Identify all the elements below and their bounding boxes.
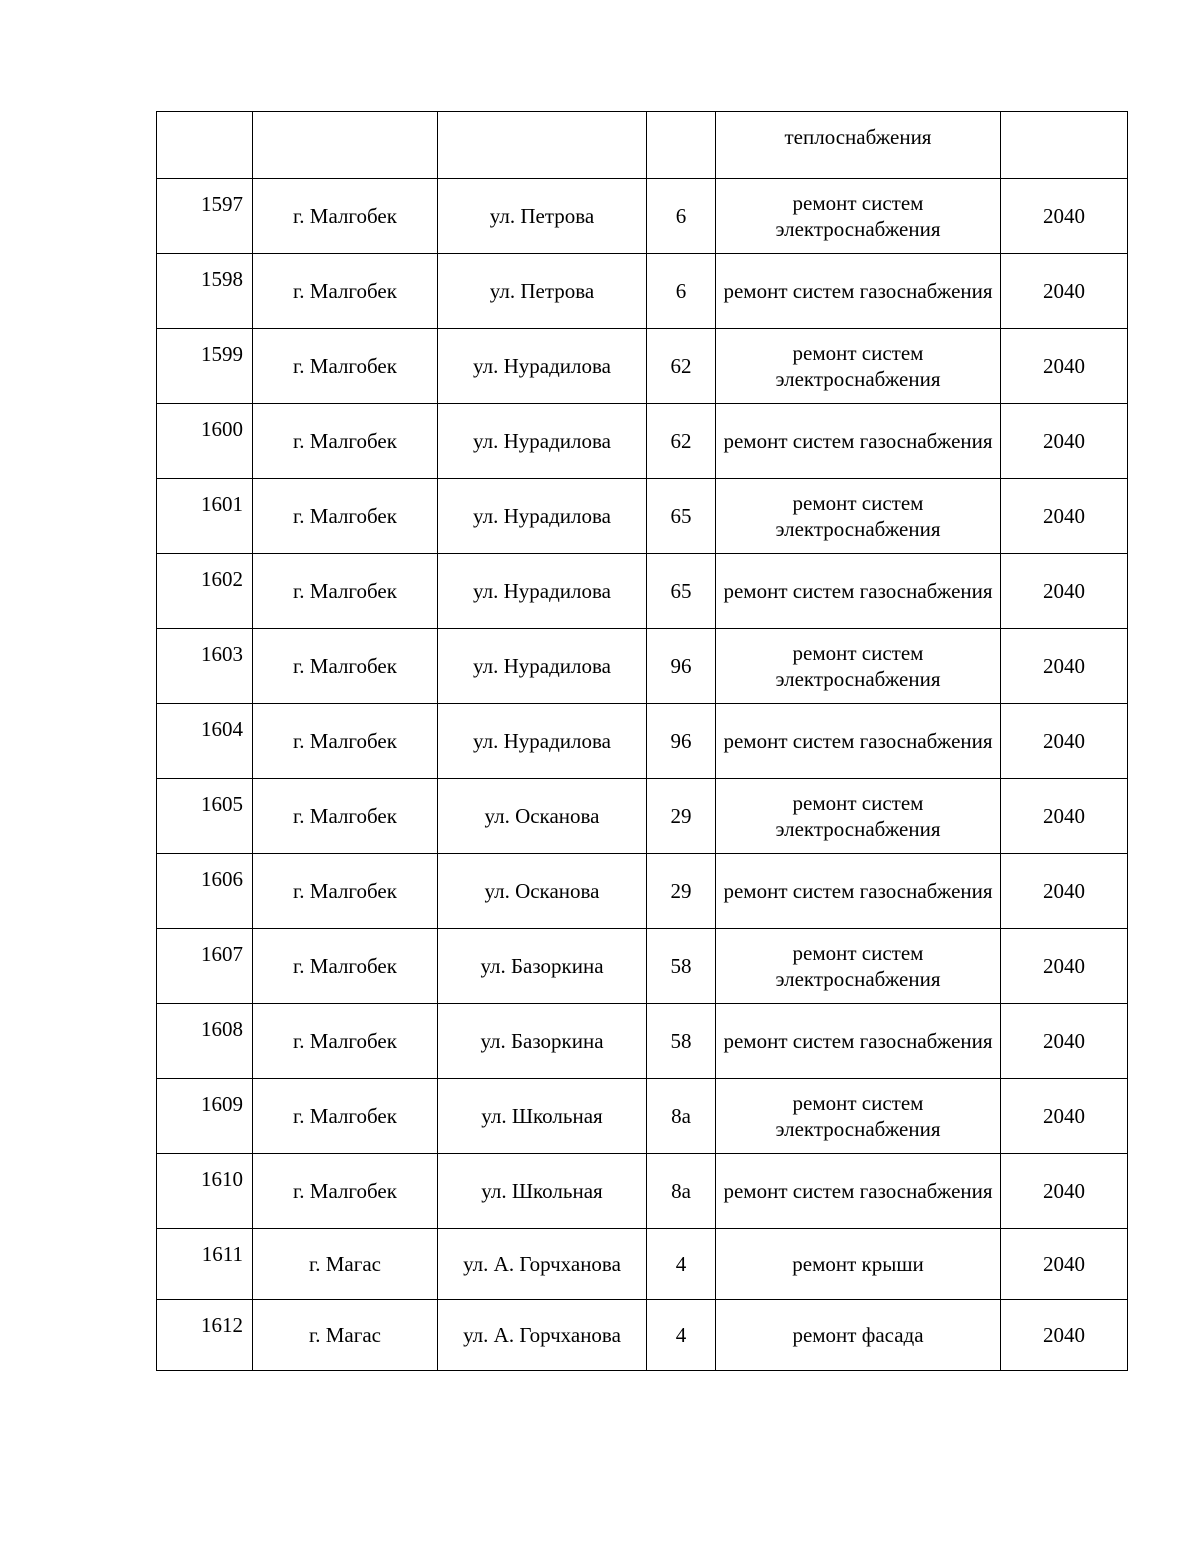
- cell-num: 1601: [157, 479, 253, 554]
- cell-house: 96: [647, 704, 716, 779]
- cell-work: ремонт систем газоснабжения: [716, 854, 1001, 929]
- cell-house: 8а: [647, 1079, 716, 1154]
- cell-street: ул. Нурадилова: [438, 629, 647, 704]
- cell-house: 6: [647, 254, 716, 329]
- cell-work: ремонт систем электроснабжения: [716, 1079, 1001, 1154]
- cell-num: [157, 112, 253, 179]
- cell-year: 2040: [1001, 1004, 1128, 1079]
- cell-num: 1598: [157, 254, 253, 329]
- table-row: [157, 854, 1128, 929]
- cell-city: г. Малгобек: [253, 554, 438, 629]
- cell-work: ремонт систем газоснабжения: [716, 404, 1001, 479]
- cell-year: 2040: [1001, 554, 1128, 629]
- works-table: [156, 111, 1128, 1371]
- cell-house: 96: [647, 629, 716, 704]
- cell-work: ремонт систем электроснабжения: [716, 179, 1001, 254]
- cell-year: 2040: [1001, 1300, 1128, 1371]
- cell-work: ремонт систем газоснабжения: [716, 1154, 1001, 1229]
- cell-house: 58: [647, 1004, 716, 1079]
- cell-num: 1611: [157, 1229, 253, 1300]
- cell-num: 1603: [157, 629, 253, 704]
- cell-year: 2040: [1001, 854, 1128, 929]
- cell-city: г. Малгобек: [253, 329, 438, 404]
- cell-city: г. Малгобек: [253, 479, 438, 554]
- cell-city: г. Малгобек: [253, 1079, 438, 1154]
- cell-street: ул. Школьная: [438, 1079, 647, 1154]
- cell-house: 6: [647, 179, 716, 254]
- cell-work: ремонт систем электроснабжения: [716, 479, 1001, 554]
- cell-city: г. Малгобек: [253, 704, 438, 779]
- table-row-continuation: [157, 112, 1128, 179]
- cell-street: ул. Базоркина: [438, 1004, 647, 1079]
- table-row: [157, 1079, 1128, 1154]
- cell-city: г. Малгобек: [253, 179, 438, 254]
- table-body: [157, 112, 1128, 1371]
- cell-city: г. Малгобек: [253, 404, 438, 479]
- cell-year: 2040: [1001, 254, 1128, 329]
- cell-num: 1606: [157, 854, 253, 929]
- cell-year: 2040: [1001, 929, 1128, 1004]
- cell-work: теплоснабжения: [716, 112, 1001, 179]
- cell-year: 2040: [1001, 179, 1128, 254]
- cell-street: ул. Школьная: [438, 1154, 647, 1229]
- cell-num: 1610: [157, 1154, 253, 1229]
- table-row: [157, 779, 1128, 854]
- cell-street: ул. Нурадилова: [438, 404, 647, 479]
- cell-num: 1607: [157, 929, 253, 1004]
- cell-house: 65: [647, 554, 716, 629]
- cell-house: 29: [647, 854, 716, 929]
- cell-num: 1605: [157, 779, 253, 854]
- cell-street: ул. Нурадилова: [438, 479, 647, 554]
- cell-year: 2040: [1001, 329, 1128, 404]
- cell-work: ремонт систем электроснабжения: [716, 329, 1001, 404]
- cell-street: ул. А. Горчханова: [438, 1229, 647, 1300]
- table-row: [157, 179, 1128, 254]
- table-row: [157, 479, 1128, 554]
- cell-street: ул. Петрова: [438, 254, 647, 329]
- cell-house: 62: [647, 329, 716, 404]
- cell-city: [253, 112, 438, 179]
- table-row: [157, 704, 1128, 779]
- cell-work: ремонт систем газоснабжения: [716, 254, 1001, 329]
- cell-work: ремонт систем электроснабжения: [716, 629, 1001, 704]
- cell-num: 1600: [157, 404, 253, 479]
- cell-house: 65: [647, 479, 716, 554]
- cell-street: [438, 112, 647, 179]
- table-row: [157, 629, 1128, 704]
- cell-year: 2040: [1001, 1154, 1128, 1229]
- cell-street: ул. Нурадилова: [438, 704, 647, 779]
- cell-city: г. Малгобек: [253, 1004, 438, 1079]
- cell-work: ремонт систем газоснабжения: [716, 1004, 1001, 1079]
- cell-house: 4: [647, 1300, 716, 1371]
- table-row: [157, 554, 1128, 629]
- cell-year: 2040: [1001, 404, 1128, 479]
- table-row: [157, 1154, 1128, 1229]
- cell-city: г. Магас: [253, 1229, 438, 1300]
- table-row: [157, 1300, 1128, 1371]
- cell-street: ул. Осканова: [438, 779, 647, 854]
- cell-street: ул. Петрова: [438, 179, 647, 254]
- cell-num: 1604: [157, 704, 253, 779]
- table-row: [157, 404, 1128, 479]
- cell-num: 1599: [157, 329, 253, 404]
- cell-year: 2040: [1001, 1079, 1128, 1154]
- cell-num: 1597: [157, 179, 253, 254]
- cell-house: 4: [647, 1229, 716, 1300]
- cell-num: 1612: [157, 1300, 253, 1371]
- table-row: [157, 254, 1128, 329]
- cell-num: 1602: [157, 554, 253, 629]
- cell-work: ремонт систем газоснабжения: [716, 554, 1001, 629]
- cell-year: 2040: [1001, 779, 1128, 854]
- cell-year: 2040: [1001, 479, 1128, 554]
- cell-house: [647, 112, 716, 179]
- cell-year: 2040: [1001, 629, 1128, 704]
- cell-street: ул. А. Горчханова: [438, 1300, 647, 1371]
- cell-street: ул. Нурадилова: [438, 554, 647, 629]
- table-row: [157, 1004, 1128, 1079]
- cell-city: г. Магас: [253, 1300, 438, 1371]
- cell-city: г. Малгобек: [253, 1154, 438, 1229]
- table-row: [157, 929, 1128, 1004]
- cell-year: 2040: [1001, 1229, 1128, 1300]
- cell-work: ремонт систем газоснабжения: [716, 704, 1001, 779]
- cell-city: г. Малгобек: [253, 629, 438, 704]
- cell-house: 8а: [647, 1154, 716, 1229]
- table-row: [157, 329, 1128, 404]
- cell-house: 62: [647, 404, 716, 479]
- cell-street: ул. Базоркина: [438, 929, 647, 1004]
- cell-num: 1609: [157, 1079, 253, 1154]
- cell-street: ул. Осканова: [438, 854, 647, 929]
- cell-work: ремонт систем электроснабжения: [716, 929, 1001, 1004]
- cell-year: [1001, 112, 1128, 179]
- cell-house: 29: [647, 779, 716, 854]
- cell-street: ул. Нурадилова: [438, 329, 647, 404]
- cell-num: 1608: [157, 1004, 253, 1079]
- cell-work: ремонт фасада: [716, 1300, 1001, 1371]
- cell-house: 58: [647, 929, 716, 1004]
- cell-city: г. Малгобек: [253, 854, 438, 929]
- cell-year: 2040: [1001, 704, 1128, 779]
- table-row: [157, 1229, 1128, 1300]
- cell-city: г. Малгобек: [253, 254, 438, 329]
- cell-work: ремонт крыши: [716, 1229, 1001, 1300]
- cell-city: г. Малгобек: [253, 929, 438, 1004]
- cell-work: ремонт систем электроснабжения: [716, 779, 1001, 854]
- cell-city: г. Малгобек: [253, 779, 438, 854]
